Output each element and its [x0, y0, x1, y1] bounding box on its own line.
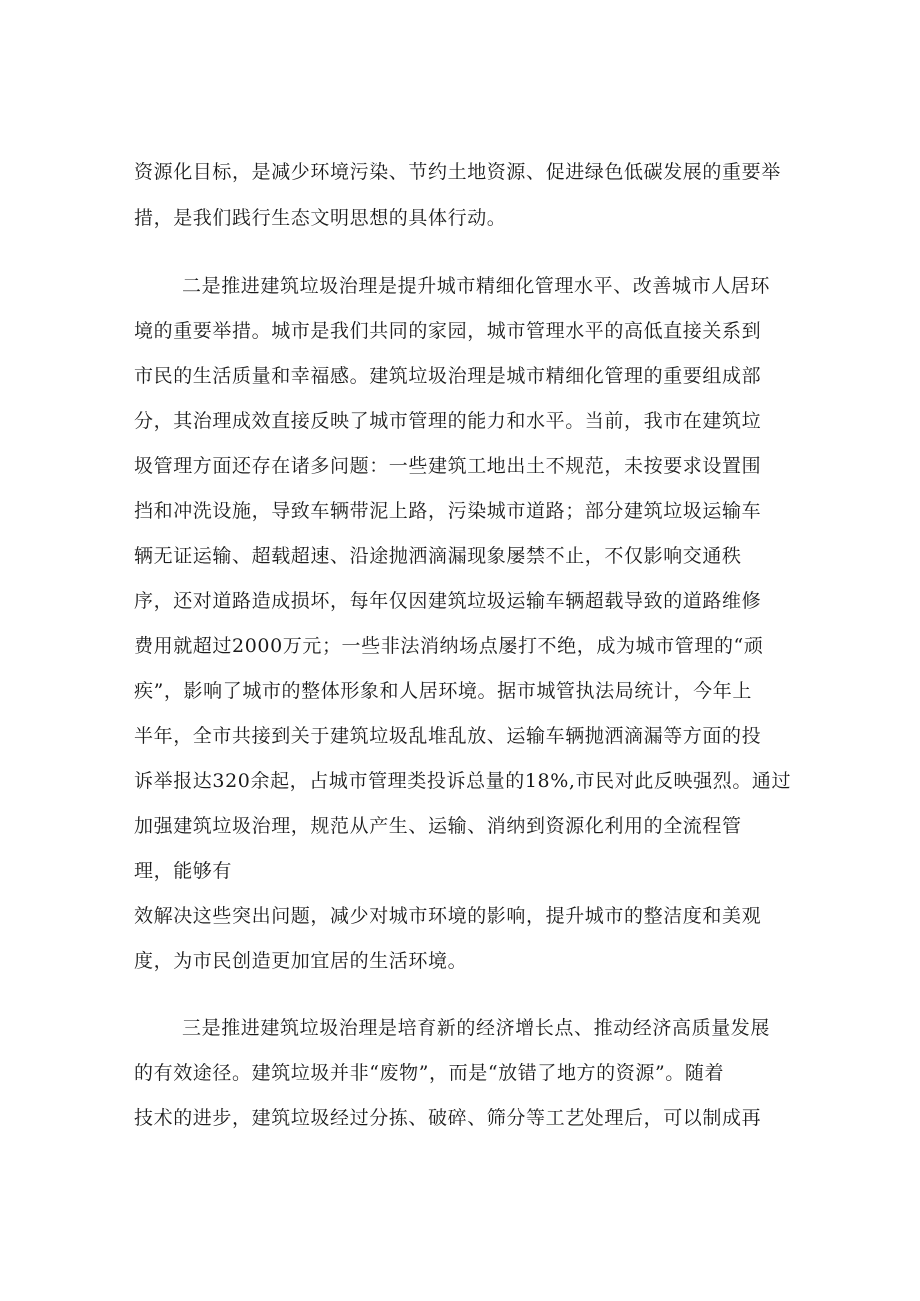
paragraph-2-line-13: 加强建筑垃圾治理，规范从产生、运输、消纳到资源化利用的全流程管: [134, 815, 742, 837]
paragraph-2-line-4: 分，其治理成效直接反映了城市管理的能力和水平。当前，我市在建筑垃: [134, 410, 762, 432]
paragraph-2-line-7: 辆无证运输、超载超速、沿途抛洒滴漏现象屡禁不止，不仅影响交通秩: [134, 545, 742, 567]
paragraph-2-line-3: 市民的生活质量和幸福感。建筑垃圾治理是城市精细化管理的重要组成部: [134, 365, 762, 387]
paragraph-1-line-2: 措，是我们践行生态文明思想的具体行动。: [134, 207, 507, 229]
paragraph-3-line-3: 技术的进步，建筑垃圾经过分拣、破碎、筛分等工艺处理后，可以制成再: [134, 1107, 762, 1129]
paragraph-2-line-16: 度，为市民创造更加宜居的生活环境。: [134, 950, 468, 972]
paragraph-2-line-15: 效解决这些突出问题，减少对城市环境的影响，提升城市的整洁度和美观: [134, 905, 762, 927]
paragraph-3-line-2: 的有效途径。建筑垃圾并非“废物”，而是“放错了地方的资源”。随着: [134, 1062, 725, 1084]
paragraph-2-line-12: 诉举报达320余起，占城市管理类投诉总量的18%,市民对此反映强烈。通过: [134, 770, 792, 792]
paragraph-2-line-1: 二是推进建筑垃圾治理是提升城市精细化管理水平、改善城市人居环: [182, 275, 771, 297]
paragraph-2-line-8: 序，还对道路造成损坏，每年仅因建筑垃圾运输车辆超载导致的道路维修: [134, 590, 762, 612]
paragraph-2-line-2: 境的重要举措。城市是我们共同的家园，城市管理水平的高低直接关系到: [134, 320, 762, 342]
paragraph-2-line-6: 挡和冲洗设施，导致车辆带泥上路，污染城市道路；部分建筑垃圾运输车: [134, 500, 762, 522]
paragraph-2-line-10: 疾”，影响了城市的整体形象和人居环境。据市城管执法局统计，今年上: [134, 680, 752, 702]
paragraph-2-line-14: 理，能够有: [134, 860, 233, 882]
paragraph-3-line-1: 三是推进建筑垃圾治理是培育新的经济增长点、推动经济高质量发展: [182, 1017, 771, 1039]
paragraph-1-line-1: 资源化目标，是减少环境污染、节约土地资源、促进绿色低碳发展的重要举: [134, 161, 781, 183]
paragraph-2-line-5: 圾管理方面还存在诸多问题：一些建筑工地出土不规范，未按要求设置围: [134, 455, 762, 477]
paragraph-2-line-11: 半年，全市共接到关于建筑垃圾乱堆乱放、运输车辆抛洒滴漏等方面的投: [134, 725, 762, 747]
paragraph-2-line-9: 费用就超过2000万元；一些非法消纳场点屡打不绝，成为城市管理的“顽: [134, 635, 764, 657]
